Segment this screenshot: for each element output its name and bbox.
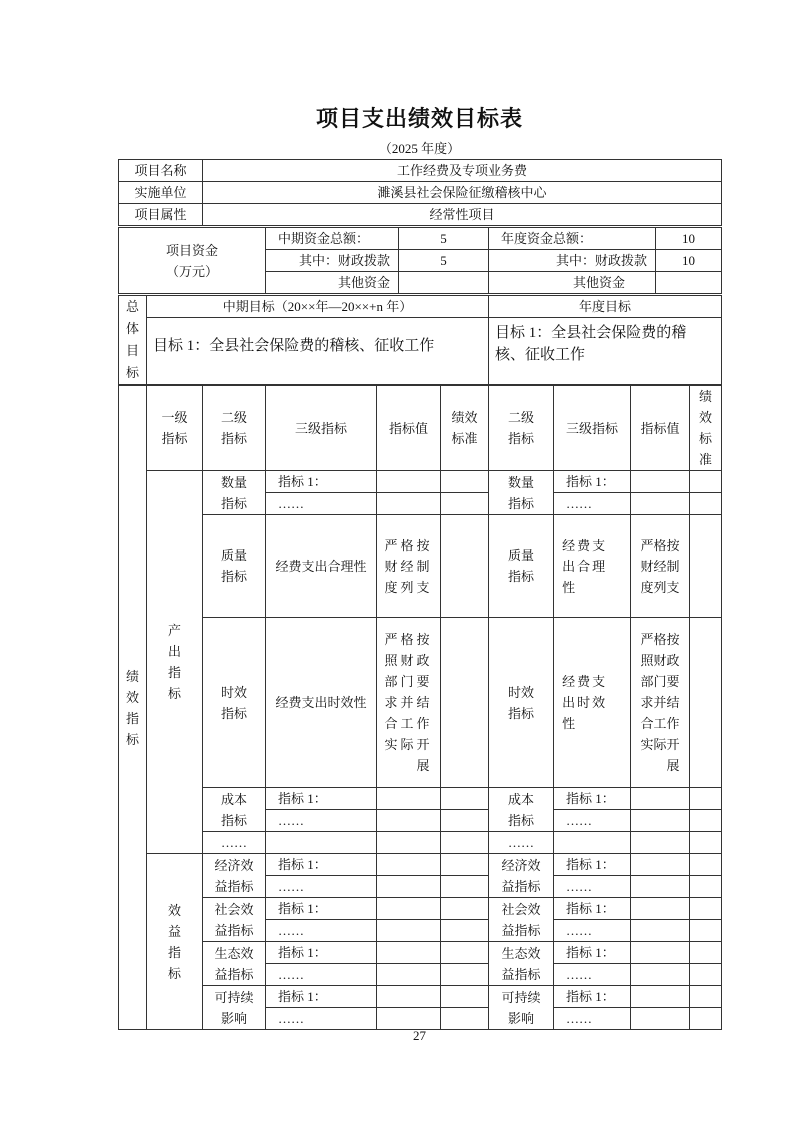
level3-cell-text: 经费支出合理性 [275, 558, 367, 574]
right-level3-cell-text: 指标 1： [566, 989, 615, 1004]
right-level3-cell-text: …… [566, 1011, 592, 1026]
right-level2-cell [489, 942, 554, 986]
annual-fiscal-value: 10 [656, 250, 722, 272]
level2-cell-text: …… [221, 835, 247, 850]
table-row [119, 471, 722, 493]
right-value-cell [631, 515, 690, 618]
level1-cell [147, 854, 203, 1030]
level3-cell [266, 986, 377, 1008]
right-value-cell [631, 920, 690, 942]
table-row [119, 854, 722, 876]
header-right-2-text: 指标值 [640, 420, 680, 436]
overall-goal-table [118, 295, 722, 385]
level3-cell [266, 942, 377, 964]
right-level2-cell [489, 788, 554, 832]
right-standard-cell [690, 898, 722, 920]
level3-cell [266, 1008, 377, 1030]
level2-cell-text: 时效指标 [221, 684, 248, 721]
right-standard-cell [690, 788, 722, 810]
annual-total-label: 年度资金总额： [489, 228, 656, 250]
value-cell [377, 986, 441, 1008]
right-standard-cell [690, 810, 722, 832]
header-right-3 [690, 386, 722, 471]
level2-cell [203, 618, 266, 788]
level3-cell-text: …… [278, 1011, 304, 1026]
right-standard-cell [690, 515, 722, 618]
value-cell [377, 788, 441, 810]
right-value-cell [631, 986, 690, 1008]
header-left-2 [266, 386, 377, 471]
right-value-cell [631, 618, 690, 788]
overall-side-text: 总体目标 [126, 299, 140, 380]
basic-info-table [118, 159, 722, 226]
mid-goal-text: 目标 1：全县社会保险费的稽核、征收工作 [147, 318, 489, 385]
right-value-cell [631, 1008, 690, 1030]
right-level2-cell-text: 社会效益指标 [501, 901, 541, 938]
right-level2-cell-text: 可持续影响 [501, 989, 541, 1026]
indicator-side-label [119, 386, 147, 1030]
overall-side-label [119, 296, 147, 385]
right-standard-cell [690, 832, 722, 854]
right-level2-cell [489, 515, 554, 618]
header-left-2-text: 三级指标 [294, 420, 347, 436]
right-level3-cell [554, 854, 631, 876]
level1-cell-text: 产出指标 [168, 623, 182, 701]
level3-cell-text: …… [278, 923, 304, 938]
header-left-0-text: 一级指标 [161, 410, 188, 446]
standard-cell [441, 1008, 489, 1030]
attr-label: 项目属性 [119, 204, 203, 226]
page-title: 项目支出绩效目标表 [315, 106, 523, 131]
right-level2-cell-text: 时效指标 [508, 684, 535, 721]
header-right-3-text: 绩效标准 [699, 389, 713, 467]
right-value-cell [631, 854, 690, 876]
right-level2-cell [489, 832, 554, 854]
right-standard-cell [690, 1008, 722, 1030]
right-standard-cell [690, 920, 722, 942]
level2-cell-text: 经济效益指标 [214, 857, 254, 894]
right-value-cell [631, 898, 690, 920]
standard-cell [441, 920, 489, 942]
header-left-3-text: 指标值 [388, 420, 428, 436]
right-level2-cell-text: …… [508, 835, 534, 850]
standard-cell [441, 788, 489, 810]
level2-cell-text: 质量指标 [221, 548, 248, 584]
header-left-3 [377, 386, 441, 471]
right-level3-cell [554, 493, 631, 515]
level3-cell-text: 指标 1： [278, 791, 327, 806]
right-value-cell-text: 严格按照财政部门要求并结合工作实际开展 [640, 632, 680, 773]
right-level3-cell [554, 810, 631, 832]
right-value-cell-text: 严格按财经制度列支 [640, 537, 680, 595]
right-level3-cell-text: 指标 1： [566, 901, 615, 916]
right-level3-cell-text: …… [566, 879, 592, 894]
level3-cell [266, 618, 377, 788]
level2-cell-text: 生态效益指标 [214, 945, 254, 982]
right-level3-cell [554, 986, 631, 1008]
indicator-table [118, 385, 722, 1030]
level3-cell [266, 810, 377, 832]
value-cell [377, 920, 441, 942]
project-name-value: 工作经费及专项业务费 [203, 160, 722, 182]
level2-cell [203, 788, 266, 832]
right-level3-cell-text: …… [566, 923, 592, 938]
table-row [119, 296, 722, 318]
value-cell [377, 515, 441, 618]
right-level3-cell [554, 618, 631, 788]
level3-cell [266, 920, 377, 942]
right-level3-cell-text: 指标 1： [566, 945, 615, 960]
table-row [119, 318, 722, 385]
page-number: 27 [413, 1028, 426, 1043]
table-row [119, 515, 722, 618]
level3-cell [266, 854, 377, 876]
level3-cell [266, 515, 377, 618]
level2-cell-text: 社会效益指标 [214, 901, 254, 938]
table-row [119, 386, 722, 471]
level2-cell [203, 471, 266, 515]
right-standard-cell [690, 964, 722, 986]
level2-cell-text: 成本指标 [221, 791, 248, 828]
level3-cell-text: 指标 1： [278, 901, 327, 916]
funding-label [119, 228, 266, 294]
value-cell-text: 严格按财经制度列支 [384, 537, 433, 595]
level2-cell [203, 832, 266, 854]
table-row [119, 618, 722, 788]
value-cell [377, 964, 441, 986]
table-row [119, 788, 722, 810]
standard-cell [441, 964, 489, 986]
level3-cell [266, 832, 377, 854]
right-value-cell [631, 810, 690, 832]
header-right-0-text: 二级指标 [508, 410, 535, 446]
right-value-cell [631, 471, 690, 493]
project-name-label: 项目名称 [119, 160, 203, 182]
table-row [119, 182, 722, 204]
right-level2-cell [489, 471, 554, 515]
table-row [119, 942, 722, 964]
value-cell [377, 618, 441, 788]
header-right-0 [489, 386, 554, 471]
right-level3-cell-text: …… [566, 813, 592, 828]
table-row [119, 228, 722, 250]
right-level3-cell [554, 920, 631, 942]
value-cell [377, 854, 441, 876]
right-level3-cell [554, 832, 631, 854]
right-level3-cell-text: 指标 1： [566, 791, 615, 806]
table-row [119, 160, 722, 182]
right-standard-cell [690, 493, 722, 515]
standard-cell [441, 810, 489, 832]
value-cell [377, 471, 441, 493]
level1-cell-text: 效益指标 [168, 902, 182, 981]
level2-cell [203, 898, 266, 942]
table-row [119, 204, 722, 226]
right-level3-cell-text: …… [566, 496, 592, 511]
right-level2-cell [489, 618, 554, 788]
mid-goal-header: 中期目标（20××年—20××+n 年） [147, 296, 489, 318]
right-standard-cell [690, 471, 722, 493]
standard-cell [441, 986, 489, 1008]
level2-cell [203, 942, 266, 986]
table-row [119, 986, 722, 1008]
right-level3-cell-text: …… [566, 967, 592, 982]
mid-total-value: 5 [399, 228, 489, 250]
level2-cell [203, 986, 266, 1030]
right-level3-cell-text: 经费支出时效性 [562, 674, 608, 731]
value-cell-text: 严格按照财政部门要求并结合工作实际开展 [384, 632, 433, 773]
right-level2-cell [489, 898, 554, 942]
level3-cell-text: 指标 1： [278, 474, 327, 489]
annual-goal-header: 年度目标 [489, 296, 722, 318]
level3-cell-text: 指标 1： [278, 989, 327, 1004]
right-level3-cell [554, 964, 631, 986]
mid-fiscal-value: 5 [399, 250, 489, 272]
annual-total-value: 10 [656, 228, 722, 250]
level3-cell [266, 898, 377, 920]
standard-cell [441, 493, 489, 515]
level3-cell-text: …… [278, 967, 304, 982]
table-row [119, 898, 722, 920]
right-value-cell [631, 832, 690, 854]
funding-table [118, 227, 722, 294]
right-value-cell [631, 942, 690, 964]
value-cell [377, 1008, 441, 1030]
right-value-cell [631, 788, 690, 810]
right-standard-cell [690, 942, 722, 964]
right-level3-cell-text: 指标 1： [566, 857, 615, 872]
standard-cell [441, 898, 489, 920]
funding-label-line1: 项目资金 [165, 242, 218, 258]
annual-other-label: 其他资金 [489, 272, 656, 294]
right-level3-cell [554, 515, 631, 618]
header-left-4 [441, 386, 489, 471]
right-level2-cell [489, 986, 554, 1030]
level3-cell [266, 788, 377, 810]
standard-cell [441, 854, 489, 876]
right-level3-cell [554, 942, 631, 964]
right-level3-cell [554, 898, 631, 920]
standard-cell [441, 471, 489, 493]
annual-goal-text: 目标 1：全县社会保险费的稽核、征收工作 [489, 318, 722, 385]
header-right-1 [554, 386, 631, 471]
right-standard-cell [690, 854, 722, 876]
unit-value: 濉溪县社会保险征缴稽核中心 [203, 182, 722, 204]
attr-value: 经常性项目 [203, 204, 722, 226]
header-right-1-text: 三级指标 [565, 420, 618, 436]
value-cell [377, 898, 441, 920]
right-level3-cell [554, 876, 631, 898]
annual-fiscal-label: 其中：财政拨款 [489, 250, 656, 272]
level3-cell [266, 964, 377, 986]
level2-cell-text: 数量指标 [221, 474, 248, 511]
right-standard-cell [690, 986, 722, 1008]
level3-cell [266, 471, 377, 493]
right-level3-cell [554, 788, 631, 810]
level3-cell-text: 指标 1： [278, 857, 327, 872]
header-left-1-text: 二级指标 [221, 410, 248, 446]
level1-cell [147, 471, 203, 854]
value-cell [377, 876, 441, 898]
level3-cell [266, 493, 377, 515]
mid-fiscal-label: 其中：财政拨款 [266, 250, 399, 272]
funding-label-line2: （万元） [165, 263, 218, 279]
standard-cell [441, 515, 489, 618]
right-value-cell [631, 493, 690, 515]
value-cell [377, 493, 441, 515]
right-level2-cell-text: 经济效益指标 [501, 857, 541, 894]
header-left-0 [147, 386, 203, 471]
right-level2-cell-text: 成本指标 [508, 791, 535, 828]
level3-cell-text: 经费支出时效性 [275, 695, 367, 710]
right-level2-cell [489, 854, 554, 898]
right-value-cell [631, 964, 690, 986]
right-level2-cell-text: 数量指标 [508, 474, 535, 511]
level2-cell [203, 515, 266, 618]
standard-cell [441, 876, 489, 898]
right-level3-cell [554, 1008, 631, 1030]
page-subtitle: （2025 年度） [378, 141, 461, 156]
level3-cell-text: …… [278, 496, 304, 511]
mid-other-label: 其他资金 [266, 272, 399, 294]
level3-cell-text: …… [278, 879, 304, 894]
header-left-1 [203, 386, 266, 471]
header-right-2 [631, 386, 690, 471]
right-standard-cell [690, 618, 722, 788]
right-level3-cell [554, 471, 631, 493]
right-level3-cell-text: 经费支出合理性 [562, 537, 608, 595]
standard-cell [441, 942, 489, 964]
value-cell [377, 810, 441, 832]
unit-label: 实施单位 [119, 182, 203, 204]
table-row [119, 832, 722, 854]
level3-cell [266, 876, 377, 898]
header-left-4-text: 绩效标准 [451, 410, 478, 446]
mid-other-value [399, 272, 489, 294]
right-level3-cell-text: 指标 1： [566, 474, 615, 489]
value-cell [377, 832, 441, 854]
value-cell [377, 942, 441, 964]
level2-cell [203, 854, 266, 898]
level2-cell-text: 可持续影响 [214, 989, 254, 1026]
standard-cell [441, 832, 489, 854]
standard-cell [441, 618, 489, 788]
annual-other-value [656, 272, 722, 294]
level3-cell-text: …… [278, 813, 304, 828]
level3-cell-text: 指标 1： [278, 945, 327, 960]
right-level2-cell-text: 质量指标 [508, 548, 535, 584]
mid-total-label: 中期资金总额： [266, 228, 399, 250]
right-value-cell [631, 876, 690, 898]
right-level2-cell-text: 生态效益指标 [501, 945, 541, 982]
indicator-side-label-text: 绩效指标 [126, 668, 140, 747]
right-standard-cell [690, 876, 722, 898]
